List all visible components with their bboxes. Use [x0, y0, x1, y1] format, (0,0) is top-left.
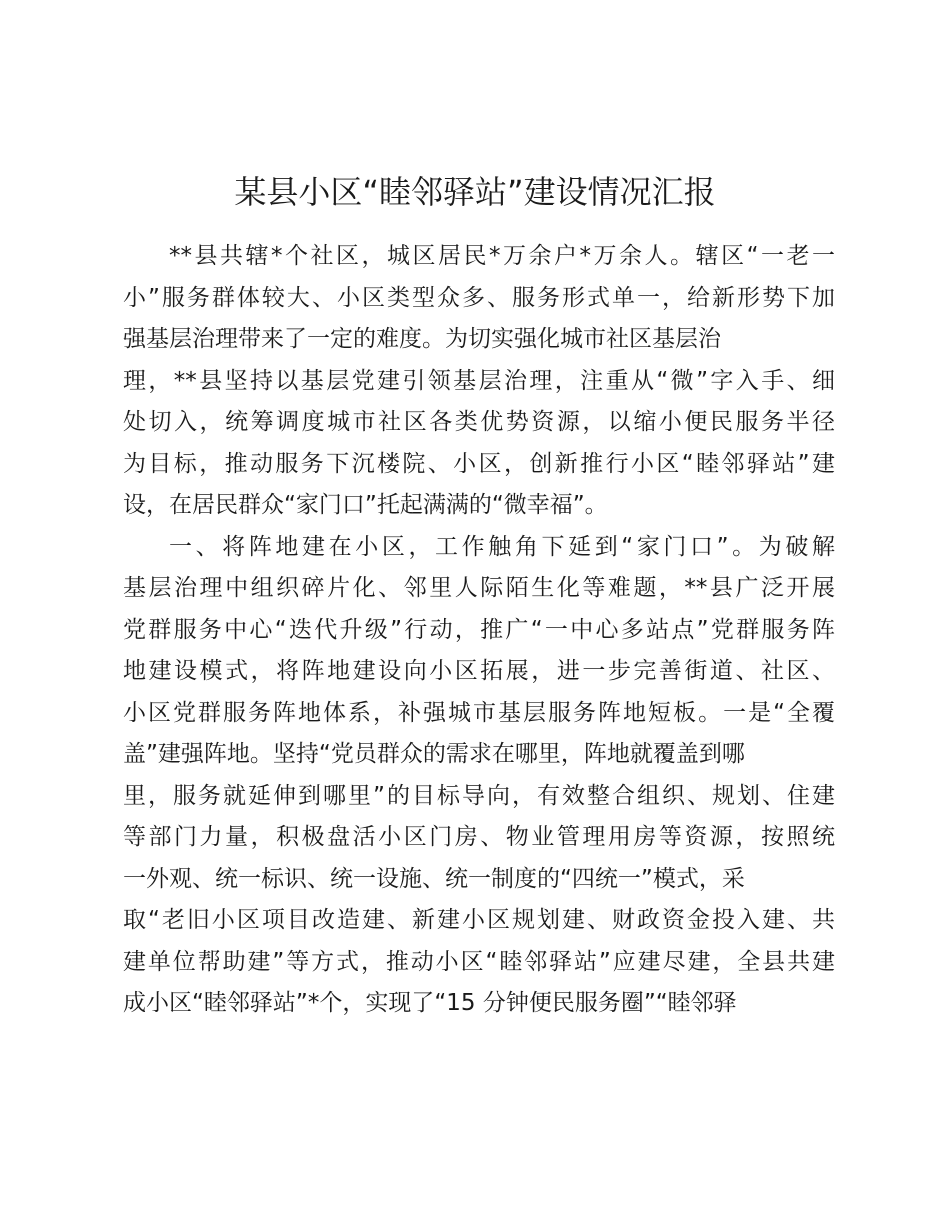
body-line: 党群服务中心“迭代升级”行动，推广“一中心多站点”党群服务阵 [123, 616, 835, 643]
body-line: 小”服务群体较大、小区类型众多、服务形式单一，给新形势下加 [123, 284, 835, 311]
body-line: 地建设模式，将阵地建设向小区拓展，进一步完善街道、社区、 [123, 658, 835, 684]
document-body [123, 236, 835, 1025]
body-line: 盖”建强阵地。坚持“党员群众的需求在哪里，阵地就覆盖到哪 [123, 741, 745, 767]
body-line: 一外观、统一标识、统一设施、统一制度的“四统一”模式，采 [123, 865, 745, 892]
body-line: 等部门力量，积极盘活小区门房、物业管理用房等资源，按照统 [123, 824, 835, 850]
body-line: **县共辖*个社区，城区居民*万余户*万余人。辖区“一老一 [169, 243, 835, 269]
body-line: 为目标，推动服务下沉楼院、小区，创新推行小区“睦邻驿站”建 [123, 450, 835, 477]
body-line: 建单位帮助建”等方式，推动小区“睦邻驿站”应建尽建，全县共建 [123, 948, 835, 975]
body-line: 基层治理中组织碎片化、邻里人际陌生化等难题，**县广泛开展 [123, 575, 835, 601]
body-line: 取“老旧小区项目改造建、新建小区规划建、财政资金投入建、共 [123, 907, 835, 933]
body-line: 一、将阵地建在小区，工作触角下延到“家门口”。为破解 [169, 533, 835, 560]
body-line: 处切入，统筹调度城市社区各类优势资源，以缩小便民服务半径 [123, 409, 835, 435]
document-title: 某县小区“睦邻驿站”建设情况汇报 [234, 173, 716, 211]
body-line: 理，**县坚持以基层党建引领基层治理，注重从“微”字入手、细 [123, 367, 835, 394]
body-line: 成小区“睦邻驿站”*个，实现了“15 分钟便民服务圈”“睦邻驿 [123, 990, 737, 1016]
body-line: 里，服务就延伸到哪里”的目标导向，有效整合组织、规划、住建 [123, 782, 835, 809]
body-line: 设，在居民群众“家门口”托起满满的“微幸福”。 [123, 492, 608, 518]
body-line: 强基层治理带来了一定的难度。为切实强化城市社区基层治 [123, 326, 721, 352]
body-line: 小区党群服务阵地体系，补强城市基层服务阵地短板。一是“全覆 [123, 699, 835, 726]
